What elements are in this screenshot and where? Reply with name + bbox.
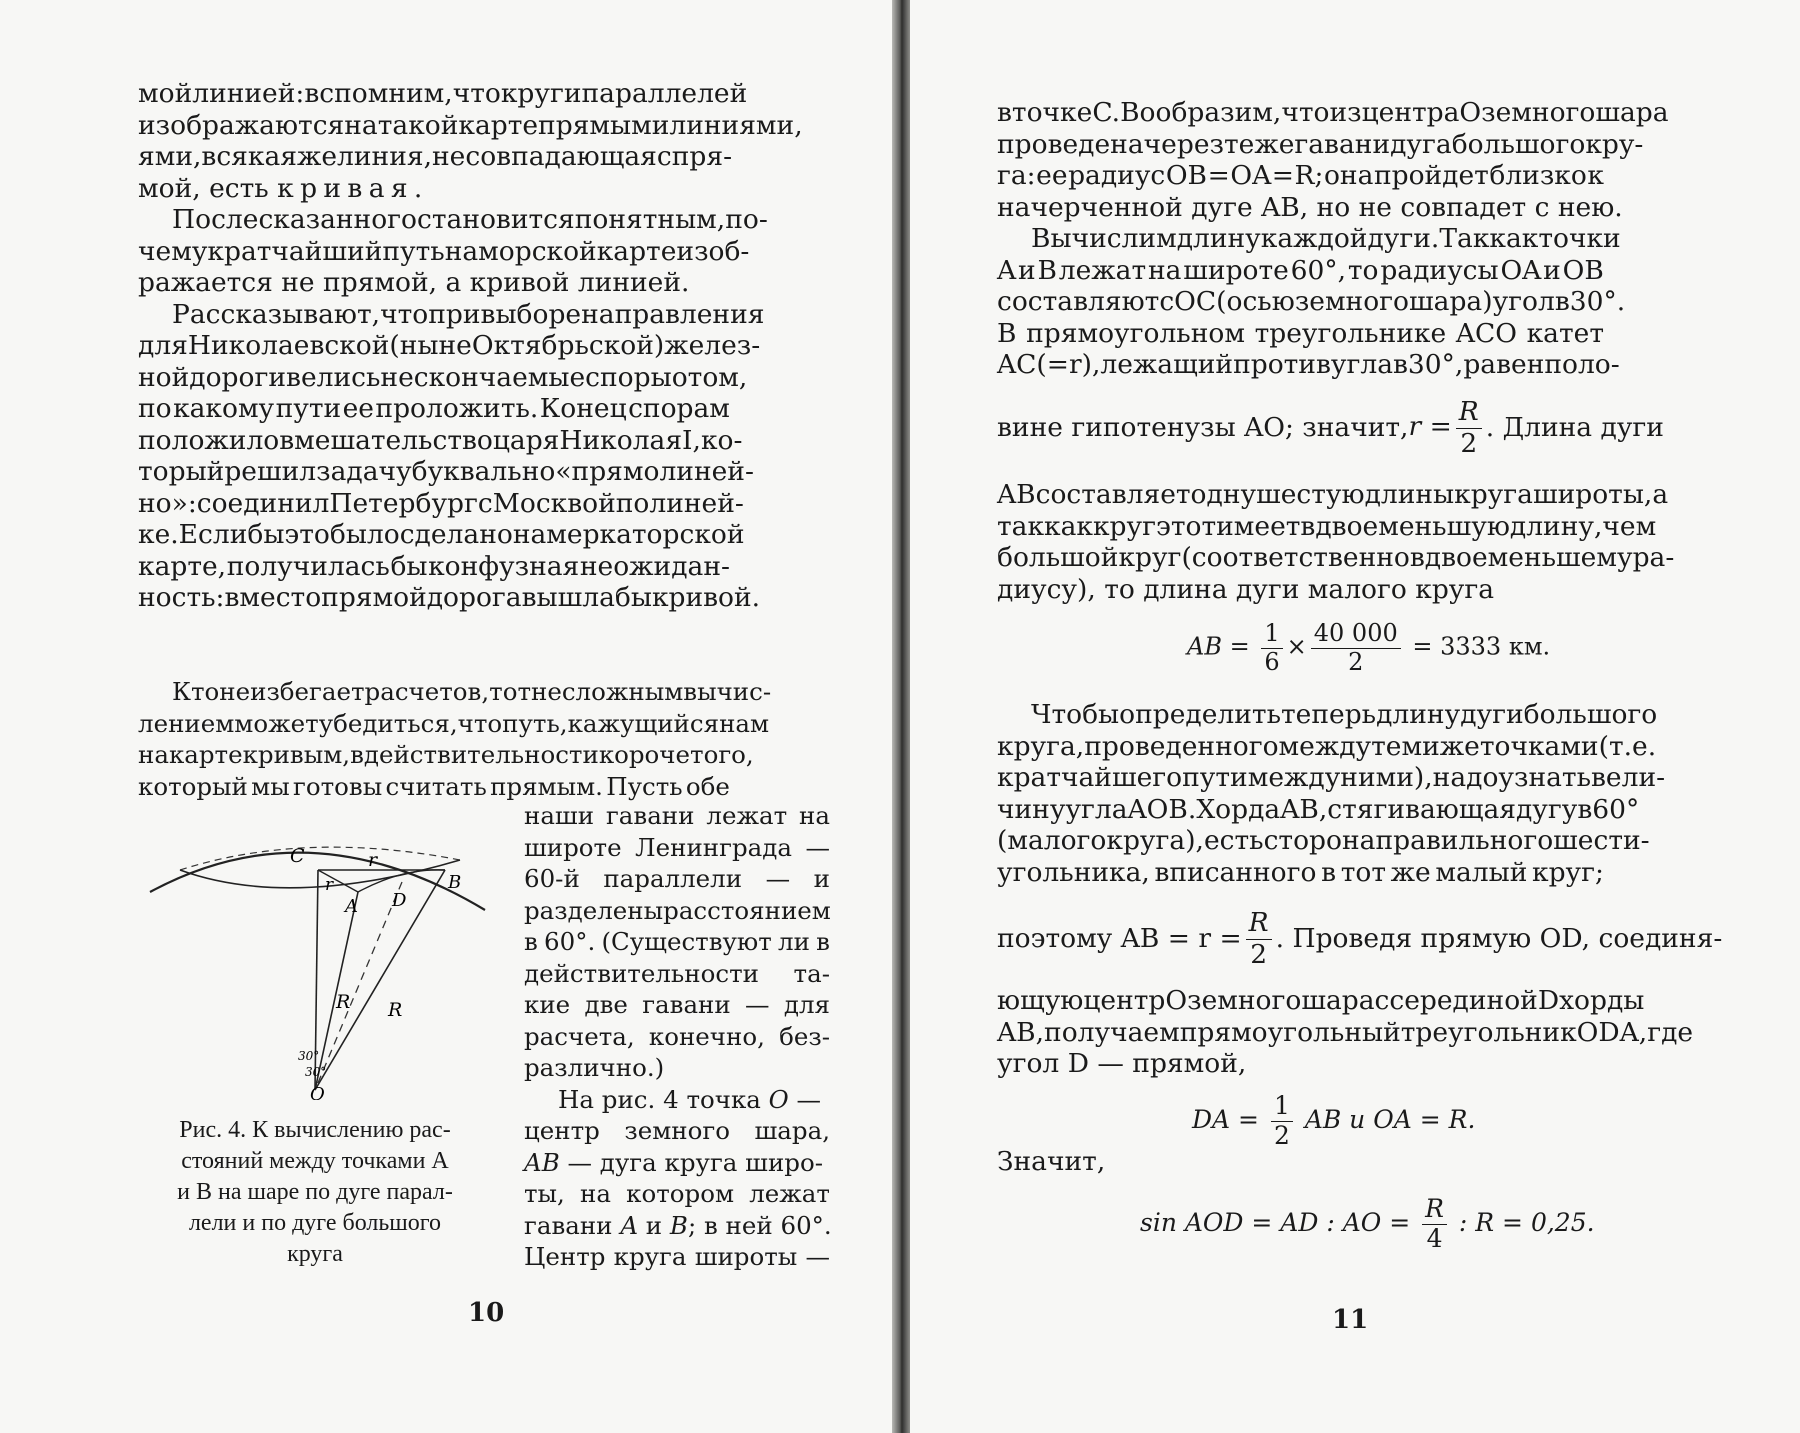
- label-r-big-2: R: [388, 999, 403, 1021]
- text-line: для Николаевской (ныне Октябрьской) желез-: [138, 330, 761, 361]
- text-line: мой линией: вспомним, что круги параллелей: [138, 78, 748, 109]
- caption-line: и В на шаре по дуге парал-: [177, 1179, 453, 1205]
- text-line: ной дороги велись нескончаемые споры о том,: [138, 361, 748, 393]
- paragraph-start: После сказанного становится понятным, по-: [172, 204, 768, 235]
- math-b: B: [669, 1210, 688, 1240]
- text-line: проведена через те же гавани дуга большого кру-: [997, 128, 1644, 160]
- right-formula-line-ab: [997, 907, 1723, 970]
- text-line: торый решил задачу буквально «прямолиней-: [138, 456, 754, 487]
- fraction-denominator: 2: [1348, 647, 1364, 676]
- text-line: ке. Если бы это было сделано на меркаторской: [138, 519, 745, 550]
- formula-sin: [1140, 1195, 1595, 1251]
- text-line: карте, получилась бы конфузная неожидан-: [138, 550, 730, 582]
- text-line: AC (= r), лежащий против угла в 30°, равен поло-: [997, 349, 1620, 380]
- text-fragment: . Проведя прямую OD, соединя-: [1275, 923, 1723, 954]
- page-number-right: 11: [1332, 1305, 1369, 1335]
- text-line: диусу), то длина дуги малого круга: [997, 573, 1495, 605]
- text-line: по какому пути ее проложить. Конец спорам: [138, 393, 730, 424]
- fraction: [1456, 397, 1482, 459]
- label-d: D: [392, 890, 407, 911]
- text-fragment: — дуга круга широ-: [567, 1147, 823, 1177]
- formula-lhs: sin AOD = AD : AO =: [1140, 1208, 1411, 1237]
- latitude-arc: [180, 860, 460, 888]
- spaced-word: кривая.: [277, 172, 429, 204]
- text-line: [524, 1147, 830, 1179]
- text-fragment: гавани: [524, 1210, 613, 1240]
- text-line: AB составляет одну шестую длины круга широты, а: [997, 479, 1669, 510]
- left-side-text: [524, 800, 830, 1273]
- text-line: ражается не прямой, а кривой линией.: [138, 267, 690, 298]
- math-r: r =: [1408, 411, 1452, 442]
- paragraph-start: На рис. 4 точка O —: [558, 1084, 822, 1114]
- paragraph-start: Рассказывают, что при выборе направления: [172, 298, 765, 330]
- label-r: r: [368, 849, 378, 871]
- text-line: AB, получаем прямоугольный треугольник ODA, где: [997, 1016, 1694, 1048]
- text-line: центр земного шара,: [524, 1116, 830, 1145]
- fraction-denominator: 6: [1264, 647, 1280, 676]
- label-angle-1: 30°: [298, 1049, 320, 1063]
- caption-line: Рис. 4. К вычислению рас-: [179, 1117, 451, 1143]
- line-od: [315, 882, 402, 1090]
- left-small-text: [138, 676, 772, 802]
- text-line: гавани A и B; в ней 60°.: [524, 1210, 832, 1240]
- text-fragment: поэтому AB = r =: [997, 923, 1242, 954]
- caption-line: стояний между точками А: [181, 1148, 449, 1174]
- text-line: В прямоугольном треугольнике ACO катет: [997, 317, 1604, 349]
- text-line: чему кратчайший путь на морской карте изоб-: [138, 235, 750, 267]
- formula-rhs: : R = 0,25.: [1458, 1208, 1595, 1237]
- math-a: A: [524, 1147, 542, 1177]
- inline-fraction-r: [1408, 397, 1485, 459]
- right-text-block-4: [997, 985, 1694, 1080]
- label-angle-2: 30°: [305, 1065, 327, 1079]
- text-line: ющую центр O земного шара с серединой D хорды: [997, 985, 1645, 1016]
- caption-line: круга: [287, 1241, 343, 1267]
- text-line: разделены расстоянием: [524, 895, 831, 925]
- figure-caption: [140, 1115, 490, 1270]
- math-o: O: [768, 1084, 789, 1114]
- right-text-block-3: [997, 699, 1666, 888]
- text-line: различно.): [524, 1053, 665, 1082]
- left-top-text: [138, 78, 803, 614]
- fraction-numerator: R: [1456, 397, 1482, 428]
- math-b: B: [541, 1147, 560, 1177]
- text-line: ность: вместо прямой дорога вышла бы кривой.: [138, 582, 761, 613]
- text-line: изображаются на такой карте прямыми линиями,: [138, 109, 803, 141]
- math-a: A: [620, 1210, 639, 1240]
- text-line: так как круг этот имеет вдвое меньшую длину, чем: [997, 510, 1657, 542]
- fraction-denominator: 4: [1426, 1224, 1443, 1253]
- text-line: угол D — прямой,: [997, 1048, 1247, 1079]
- text-line: га: ее радиус OB = OA = R; она пройдет близко к: [997, 160, 1604, 191]
- text-line: кратчайшего пути между ними), надо узнать вели-: [997, 762, 1666, 793]
- text-line: ями, всякая же линия, не совпадающая с пря-: [138, 141, 733, 172]
- text-line: в точке C. Вообразим, что из центра O земного шара: [997, 97, 1669, 128]
- fraction-denominator: 2: [1460, 427, 1478, 459]
- text-line: широте Ленинграда —: [524, 832, 830, 862]
- text-fragment: вине гипотенузы AO; значит,: [997, 412, 1409, 443]
- book-gutter: [892, 0, 910, 1433]
- label-b: B: [448, 872, 462, 893]
- text-fragment: мой, есть: [138, 172, 269, 204]
- paragraph-start: Чтобы определить теперь длину дуги большого: [1031, 699, 1658, 730]
- fraction-numerator: 1: [1271, 1092, 1293, 1122]
- text-line: (малого круга), есть сторона правильного шести-: [997, 825, 1650, 856]
- line-ob: [315, 870, 445, 1090]
- text-fragment: ; в ней 60°.: [687, 1210, 832, 1240]
- text-line: но»: соединил Петербург с Москвой по линей-: [138, 487, 744, 519]
- fraction: [1271, 1092, 1293, 1151]
- text-line: Центр круга широты —: [524, 1242, 830, 1271]
- label-c: C: [290, 845, 305, 867]
- page-number-left: 10: [468, 1298, 505, 1328]
- text-line: чину угла AOB. Хорда AB, стягивающая дугу в 60°: [997, 793, 1640, 825]
- fraction-numerator: 40 000: [1311, 620, 1401, 649]
- text-line: 60-й параллели — и: [524, 864, 830, 893]
- fraction-denominator: 2: [1273, 1121, 1290, 1150]
- text-line: ты, на котором лежат: [524, 1179, 830, 1208]
- text-line: который мы готовы считать прямым. Пусть обе: [138, 771, 730, 801]
- text-line: наши гавани лежат на: [524, 801, 830, 830]
- formula-lhs: AB =: [1187, 632, 1250, 661]
- label-o: O: [310, 1084, 325, 1100]
- label-r-big-1: R: [336, 991, 351, 1013]
- left-page: [0, 0, 892, 1433]
- paragraph-start: Вычислим длину каждой дуги. Так как точки: [1031, 223, 1621, 254]
- text-line: расчета, конечно, без-: [524, 1021, 830, 1051]
- fraction: [1311, 620, 1401, 676]
- text-line: начерченной дуге AB, но не совпадет с нею.: [997, 191, 1623, 223]
- formula-rhs: AB и OA = R.: [1304, 1105, 1476, 1134]
- fraction: [1246, 908, 1272, 970]
- fraction-numerator: 1: [1261, 620, 1282, 649]
- text-line: на карте кривым, в действительности короче того,: [138, 740, 754, 769]
- text-fragment: . Длина дуги: [1485, 412, 1664, 443]
- formula-rhs: = 3333 км.: [1412, 632, 1551, 661]
- fraction-denominator: 2: [1250, 938, 1268, 970]
- text-line: лением может убедиться, что путь, кажущийся нам: [138, 708, 770, 738]
- right-text-block-2: [997, 479, 1675, 605]
- figure-sphere-diagram: [140, 830, 500, 1100]
- paragraph-start: Кто не избегает расчетов, тот несложным вычис-: [172, 677, 772, 706]
- label-r-small: r: [325, 875, 334, 895]
- right-page: [910, 0, 1800, 1433]
- fraction-numerator: R: [1246, 908, 1272, 939]
- math-ab: [524, 1148, 560, 1177]
- fraction: [1422, 1195, 1447, 1254]
- text-line: угольника, вписанного в тот же малый круг;: [997, 856, 1604, 888]
- radius-r-short: [318, 870, 358, 892]
- text-line: составляют с OC (осью земного шара) угол в 30°.: [997, 286, 1626, 317]
- label-a: A: [345, 896, 358, 917]
- text-line: действительности та-: [524, 958, 830, 988]
- caption-line: лели и по дуге большого: [188, 1210, 442, 1236]
- text-line: большой круг (соответственно вдвое меньшему ра-: [997, 542, 1675, 573]
- text-line: положило вмешательство царя Николая I, ко-: [138, 424, 743, 456]
- formula-lhs: DA =: [1192, 1105, 1259, 1134]
- text-line: в 60°. (Существуют ли в: [524, 927, 830, 956]
- times-sign: ×: [1286, 632, 1307, 661]
- text-line: круга, проведенного между теми же точками (т. е.: [997, 730, 1657, 762]
- text-fragment: На рис. 4 точка: [558, 1084, 761, 1114]
- dashed-latitude-arc: [180, 847, 460, 870]
- fraction-numerator: R: [1422, 1195, 1447, 1225]
- right-text-block-1: [997, 97, 1669, 381]
- formula-da: [1192, 1092, 1475, 1148]
- text-line: [138, 173, 730, 205]
- word-znachit: Значит,: [997, 1146, 1106, 1177]
- fraction: [1261, 620, 1282, 676]
- text-line: A и B лежат на широте 60°, то радиусы OA и OB: [997, 254, 1604, 286]
- right-formula-line-r: [997, 396, 1664, 459]
- text-line: кие две гавани — для: [524, 990, 830, 1019]
- formula-ab-length: [1187, 620, 1550, 676]
